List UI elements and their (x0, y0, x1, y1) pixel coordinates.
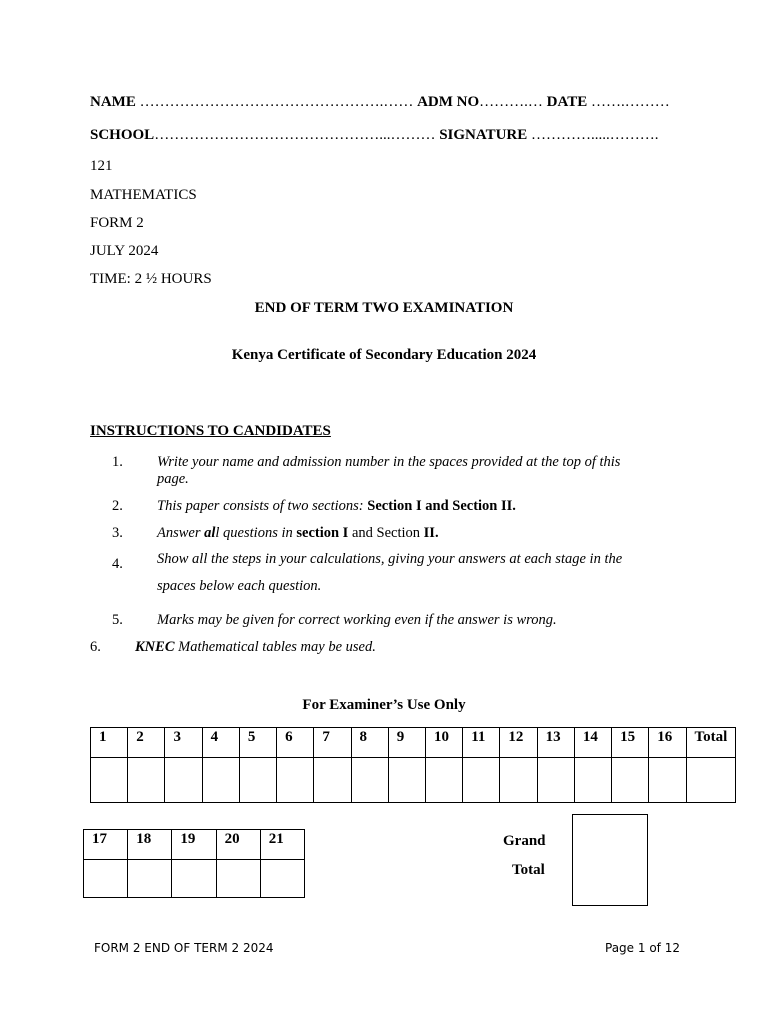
score-header-cell: 11 (463, 728, 500, 758)
instruction-number: 4. (112, 556, 123, 572)
instruction-number: 5. (112, 612, 123, 628)
score-entry-cell[interactable] (277, 758, 314, 803)
score-entry-cell[interactable] (463, 758, 500, 803)
exam-subtitle: Kenya Certificate of Secondary Education 2024 (231, 347, 537, 363)
grand-total-box[interactable] (572, 814, 648, 906)
score-header-cell: 13 (537, 728, 574, 758)
exam-title: END OF TERM TWO EXAMINATION (254, 300, 514, 316)
instruction-text: Answer all questions in section I and Section II. (157, 525, 439, 541)
name-field[interactable]: ………………………………………….…… (135, 94, 418, 110)
score-header-cell: 6 (277, 728, 314, 758)
total-label: Total (512, 862, 545, 878)
name-line (90, 94, 670, 111)
score-header-cell: 17 (84, 830, 128, 860)
date-label: DATE (546, 94, 588, 110)
instruction-text: KNEC Mathematical tables may be used. (135, 639, 376, 655)
score-header-cell: 9 (388, 728, 425, 758)
score-entry-cell[interactable] (260, 860, 304, 898)
examiner-score-table-2 (83, 829, 305, 898)
examiner-score-table (90, 727, 736, 803)
score-entry-cell[interactable] (537, 758, 574, 803)
score-entry-cell[interactable] (165, 758, 202, 803)
school-label: SCHOOL (90, 127, 155, 143)
score-entry-cell[interactable] (239, 758, 276, 803)
score-header-cell: 15 (612, 728, 649, 758)
adm-label: ADM NO (417, 94, 480, 110)
school-line (90, 127, 659, 144)
instruction-text: Write your name and admission number in the spaces provided at the top of this page. (157, 454, 621, 487)
score-entry-cell[interactable] (314, 758, 351, 803)
score-entry-cell[interactable] (351, 758, 388, 803)
score-entry-cell[interactable] (388, 758, 425, 803)
date-field[interactable]: …….……… (587, 94, 670, 110)
score-header-cell: 21 (260, 830, 304, 860)
paper-time: TIME: 2 ½ HOURS (90, 271, 212, 287)
school-field[interactable]: ………………………………………...……… (154, 127, 440, 143)
score-entry-cell[interactable] (172, 860, 216, 898)
score-entry-cell[interactable] (649, 758, 686, 803)
instruction-text: Marks may be given for correct working even if the answer is wrong. (157, 612, 557, 628)
score-header-cell: 20 (216, 830, 260, 860)
score-entry-cell[interactable] (202, 758, 239, 803)
instruction-text: Show all the steps in your calculations, giving your answers at each stage in the spaces below each question. (157, 551, 623, 594)
score-header-cell: 12 (500, 728, 537, 758)
instruction-number: 1. (112, 454, 123, 470)
score-entry-cell[interactable] (84, 860, 128, 898)
score-header-cell: 10 (425, 728, 462, 758)
score-header-cell: 19 (172, 830, 216, 860)
score-entry-cell[interactable] (686, 758, 736, 803)
footer-right: Page 1 of 12 (605, 941, 680, 955)
instruction-number: 6. (90, 639, 101, 655)
grand-label: Grand (503, 833, 546, 849)
score-entry-cell[interactable] (128, 860, 172, 898)
score-header-cell: 1 (91, 728, 128, 758)
examiner-heading: For Examiner’s Use Only (302, 697, 466, 713)
score-header-cell: 5 (239, 728, 276, 758)
score-header-cell: 3 (165, 728, 202, 758)
instruction-number: 3. (112, 525, 123, 541)
paper-code: 121 (90, 158, 113, 174)
signature-field[interactable]: ………….....………. (527, 127, 659, 143)
score-header-cell: 4 (202, 728, 239, 758)
paper-month: JULY 2024 (90, 243, 159, 259)
score-entry-cell[interactable] (425, 758, 462, 803)
instruction-text: This paper consists of two sections: Section I and Section II. (157, 498, 516, 514)
score-header-cell: 14 (574, 728, 611, 758)
instructions-heading: INSTRUCTIONS TO CANDIDATES (90, 423, 331, 439)
score-entry-cell[interactable] (91, 758, 128, 803)
paper-form: FORM 2 (90, 215, 144, 231)
score-header-cell: 16 (649, 728, 686, 758)
signature-label: SIGNATURE (439, 127, 528, 143)
instruction-number: 2. (112, 498, 123, 514)
score-header-cell: Total (686, 728, 736, 758)
score-header-cell: 18 (128, 830, 172, 860)
score-entry-cell[interactable] (216, 860, 260, 898)
score-header-cell: 7 (314, 728, 351, 758)
score-entry-cell[interactable] (128, 758, 165, 803)
footer-left: FORM 2 END OF TERM 2 2024 (94, 941, 274, 955)
adm-field[interactable]: ……….… (479, 94, 547, 110)
score-header-cell: 2 (128, 728, 165, 758)
paper-subject: MATHEMATICS (90, 187, 197, 203)
name-label: NAME (90, 94, 136, 110)
score-entry-cell[interactable] (574, 758, 611, 803)
score-entry-cell[interactable] (612, 758, 649, 803)
score-entry-cell[interactable] (500, 758, 537, 803)
score-header-cell: 8 (351, 728, 388, 758)
